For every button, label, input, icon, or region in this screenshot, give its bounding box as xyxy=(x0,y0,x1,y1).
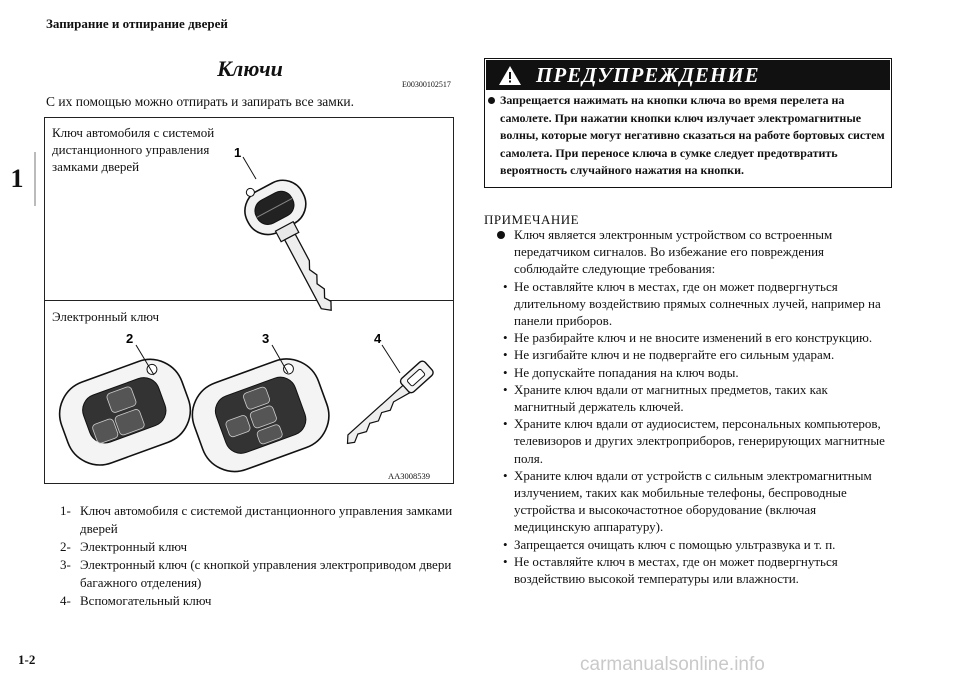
watermark: carmanualsonline.info xyxy=(580,654,765,675)
warning-triangle-icon xyxy=(498,65,522,86)
note-item: • Храните ключ вдали от устройств с сильным электромагнитным излучением, таких как мобильные телефоны, беспроводные устройства и высокочастотное оборудование (включая медицинскую аппаратуру). xyxy=(503,467,872,535)
section-header: Запирание и отпирание дверей xyxy=(46,16,228,31)
remote-key-illustration xyxy=(234,157,357,325)
dot-icon: • xyxy=(503,347,508,363)
emergency-key-illustration xyxy=(339,360,434,448)
section-code: E00300102517 xyxy=(402,80,451,89)
figure-legend xyxy=(60,502,460,610)
note-item: • Не оставляйте ключ в местах, где он может подвергнуться длительному воздействию прямых солнечных лучей, например на панели приборов. xyxy=(503,278,881,329)
electronic-key-illustration xyxy=(50,350,200,475)
dot-icon: • xyxy=(503,536,508,552)
dot-icon: • xyxy=(503,467,508,483)
legend-item: 1- Ключ автомобиля с системой дистанционного управления замками дверей xyxy=(60,503,453,536)
dot-icon: • xyxy=(503,416,508,432)
dot-icon: • xyxy=(503,278,508,294)
legend-item: 4- Вспомогательный ключ xyxy=(60,593,212,608)
page-number: 1-2 xyxy=(18,652,36,667)
warning-header xyxy=(486,60,890,90)
dot-icon: • xyxy=(503,553,508,569)
warning-title: ПРЕДУПРЕЖДЕНИЕ xyxy=(536,62,760,87)
page-title: Ключи xyxy=(217,56,283,81)
legend-item: 3- Электронный ключ (с кнопкой управления электроприводом двери багажного отделения) xyxy=(60,557,452,590)
note-item: • Не разбирайте ключ и не вносите изменений в его конструкцию. xyxy=(503,330,873,346)
callout-3: 3 xyxy=(262,331,270,346)
callout-2: 2 xyxy=(126,331,134,346)
bullet-icon xyxy=(488,97,495,104)
callout-1: 1 xyxy=(234,145,242,160)
note-body xyxy=(492,226,892,587)
figure-label-electronic-key: Электронный ключ xyxy=(52,309,160,324)
note-item: • Храните ключ вдали от магнитных предметов, таких как магнитный держатель ключей. xyxy=(503,381,828,415)
key-illustrations xyxy=(44,117,454,484)
note-item: • Запрещается очищать ключ с помощью ультразвука и т. п. xyxy=(503,536,836,552)
figure-label-remote-key: Ключ автомобиля с системой дистанционного управления замками дверей xyxy=(52,125,215,174)
callout-4: 4 xyxy=(374,331,382,346)
note-item: • Не оставляйте ключ в местах, где он может подвергнуться воздействию высокой температуры или влажности. xyxy=(503,553,838,587)
note-item: • Не изгибайте ключ и не подвергайте его сильным ударам. xyxy=(503,347,835,363)
note-title: ПРИМЕЧАНИЕ xyxy=(484,212,580,227)
bullet-icon xyxy=(497,231,505,239)
electronic-key-tailgate-illustration xyxy=(183,349,339,481)
note-main: Ключ является электронным устройством со встроенным передатчиком сигналов. Во избежание его повреждения соблюдайте следующие требования: xyxy=(492,226,892,278)
figure-code: AA3008539 xyxy=(388,471,431,481)
dot-icon: • xyxy=(503,381,508,397)
legend-item: 2- Электронный ключ xyxy=(60,539,188,554)
warning-text: Запрещается нажимать на кнопки ключа во время перелета на самолете. При нажатии кнопки ключ излучает электромагнитные волны, которые могут негативно сказаться на работе бортовых систем самолета. При переносе ключа в сумке следует предотвратить вероятность случайного нажатия на кнопки. xyxy=(500,92,886,180)
chapter-tab: 1 xyxy=(0,152,36,206)
note-item: • Не допускайте попадания на ключ воды. xyxy=(503,364,739,380)
note-item: • Храните ключ вдали от аудиосистем, персональных компьютеров, телевизоров и других электроприборов, генерирующих магнитные поля. xyxy=(503,416,885,466)
dot-icon: • xyxy=(503,330,508,346)
intro-text: С их помощью можно отпирать и запирать все замки. xyxy=(46,94,354,109)
dot-icon: • xyxy=(503,364,508,380)
